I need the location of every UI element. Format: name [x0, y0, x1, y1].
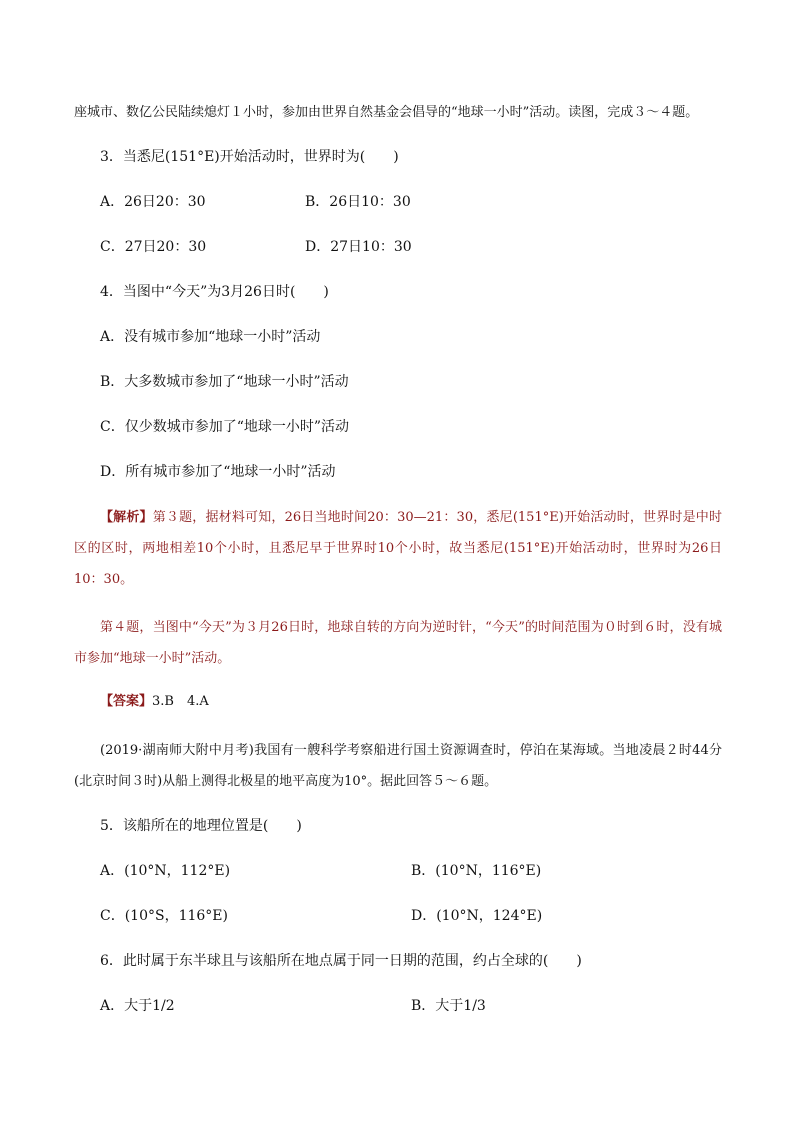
question-4-stem: 4．当图中“今天”为3月26日时( ): [100, 284, 329, 300]
answer-tag: 【答案】: [100, 694, 153, 709]
q4-option-b: B．大多数城市参加了“地球一小时”活动: [100, 374, 349, 390]
q4-option-c: C．仅少数城市参加了“地球一小时”活动: [100, 419, 350, 435]
q3-option-b: B．26日10：30: [305, 194, 411, 210]
question-5-stem: 5．该船所在的地理位置是( ): [100, 818, 302, 834]
q5-option-d: D．(10°N，124°E): [411, 908, 543, 924]
q5-option-c: C．(10°S，116°E): [100, 908, 228, 924]
analysis-paragraph-1: [74, 502, 722, 595]
q3-option-a: A．26日20：30: [100, 194, 206, 210]
q5-option-a: A．(10°N，112°E): [100, 863, 231, 879]
answer-text: 3.B 4.A: [152, 694, 209, 709]
q4-option-d: D．所有城市参加了“地球一小时”活动: [100, 464, 336, 480]
q4-option-a: A．没有城市参加“地球一小时”活动: [100, 329, 321, 345]
analysis-paragraph-2: 第４题，当图中“今天”为３月26日时，地球自转的方向为逆时针，“今天”的时间范围为０时到６时，没有城市参加“地球一小时”活动。: [74, 620, 722, 666]
question-3-stem: 3．当悉尼(151°E)开始活动时，世界时为( ): [100, 149, 399, 165]
answer-line: [100, 692, 209, 712]
q5-option-b: B．(10°N，116°E): [411, 863, 542, 879]
analysis-tag: 【解析】: [100, 510, 153, 525]
material-paragraph: (2019·湖南师大附中月考)我国有一艘科学考察船进行国土资源调查时，停泊在某海域。当地凌晨２时44分(北京时间３时)从船上测得北极星的地平高度为10°。据此回答５～６题。: [74, 743, 722, 789]
question-6-stem: 6．此时属于东半球且与该船所在地点属于同一日期的范围，约占全球的( ): [100, 953, 582, 969]
q3-option-c: C．27日20：30: [100, 239, 207, 255]
analysis-text-1: 第３题，据材料可知，26日当地时间20：30—21：30，悉尼(151°E)开始活动时，世界时是中时区的区时，两地相差10个小时，且悉尼早于世界时10个小时，故当悉尼(151°E)开始活动时，世界时为26日10：30。: [74, 510, 722, 587]
q3-option-d: D．27日10：30: [305, 239, 412, 255]
intro-line: 座城市、数亿公民陆续熄灯１小时，参加由世界自然基金会倡导的“地球一小时”活动。读图，完成３～４题。: [74, 105, 699, 120]
q6-option-a: A．大于1/2: [100, 998, 175, 1014]
q6-option-b: B．大于1/3: [411, 998, 486, 1014]
